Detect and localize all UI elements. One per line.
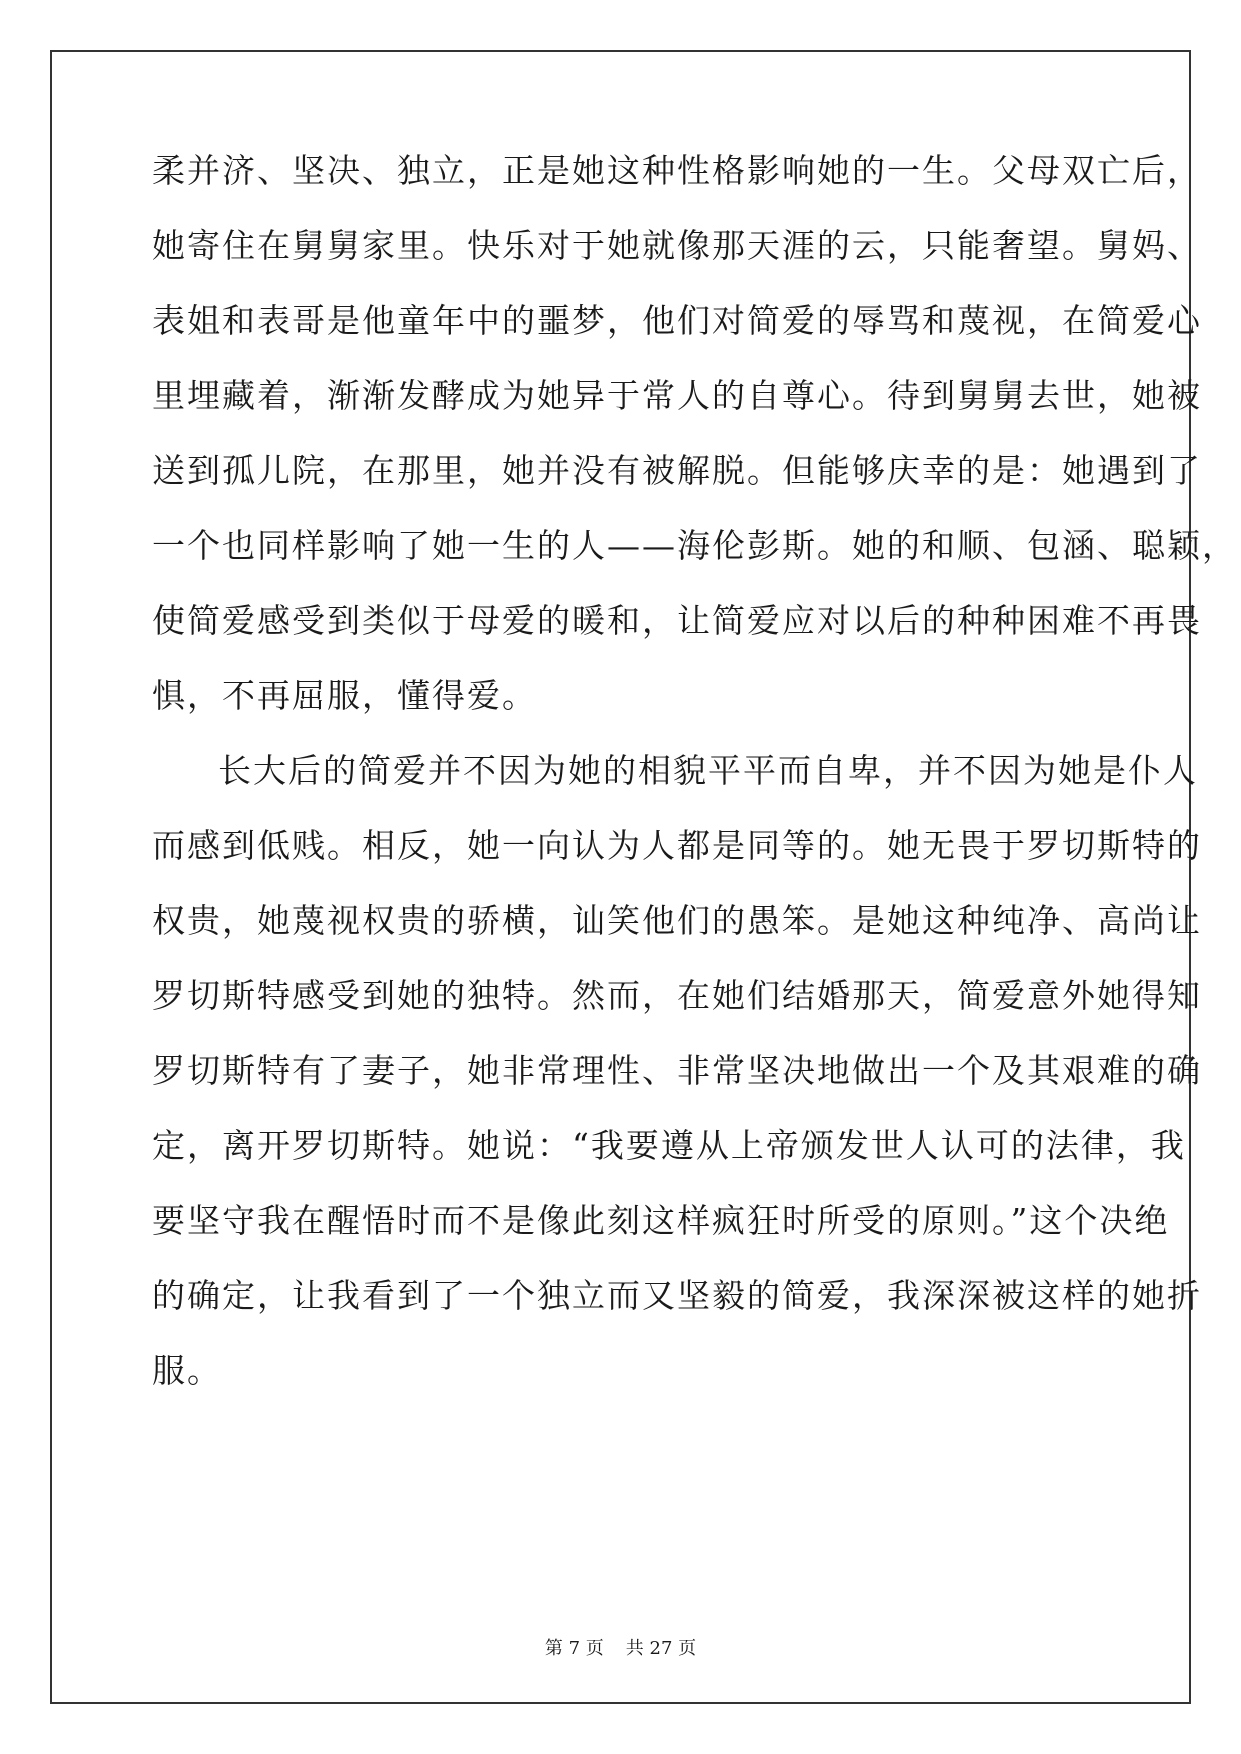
text-line: 送到孤儿院，在那里，她并没有被解脱。但能够庆幸的是：她遇到了 [152, 451, 1202, 490]
text-line: 罗切斯特有了妻子，她非常理性、非常坚决地做出一个及其艰难的确 [152, 1051, 1202, 1090]
text-line: 的确定，让我看到了一个独立而又坚毅的简爱，我深深被这样的她折 [152, 1276, 1202, 1315]
text-line: 要坚守我在醒悟时而不是像此刻这样疯狂时所受的原则。”这个决绝 [152, 1201, 1170, 1240]
text-line: 权贵，她蔑视权贵的骄横，讪笑他们的愚笨。是她这种纯净、高尚让 [152, 901, 1202, 940]
text-line: 而感到低贱。相反，她一向认为人都是同等的。她无畏于罗切斯特的 [152, 826, 1202, 865]
text-line: 定，离开罗切斯特。她说：“我要遵从上帝颁发世人认可的法律，我 [152, 1126, 1186, 1165]
text-line: 里埋藏着，渐渐发酵成为她异于常人的自尊心。待到舅舅去世，她被 [152, 376, 1202, 415]
page-number: 第 7 页 [544, 1638, 604, 1659]
text-line: 一个也同样影响了她一生的人——海伦彭斯。她的和顺、包涵、聪颖， [152, 526, 1237, 565]
text-line: 罗切斯特感受到她的独特。然而，在她们结婚那天，简爱意外她得知 [152, 976, 1202, 1015]
text-line: 服。 [152, 1351, 222, 1390]
text-line: 她寄住在舅舅家里。快乐对于她就像那天涯的云，只能奢望。舅妈、 [152, 226, 1202, 265]
text-line: 表姐和表哥是他童年中的噩梦，他们对简爱的辱骂和蔑视，在简爱心 [152, 301, 1202, 340]
text-line: 惧，不再屈服，懂得爱。 [152, 676, 537, 715]
text-line: 柔并济、坚决、独立，正是她这种性格影响她的一生。父母双亡后， [152, 151, 1202, 190]
text-line: 使简爱感受到类似于母爱的暖和，让简爱应对以后的种种困难不再畏 [152, 601, 1202, 640]
page-footer [0, 1637, 1241, 1661]
text-line: 长大后的简爱并不因为她的相貌平平而自卑，并不因为她是仆人 [218, 751, 1198, 790]
page-total: 共 27 页 [625, 1638, 697, 1659]
